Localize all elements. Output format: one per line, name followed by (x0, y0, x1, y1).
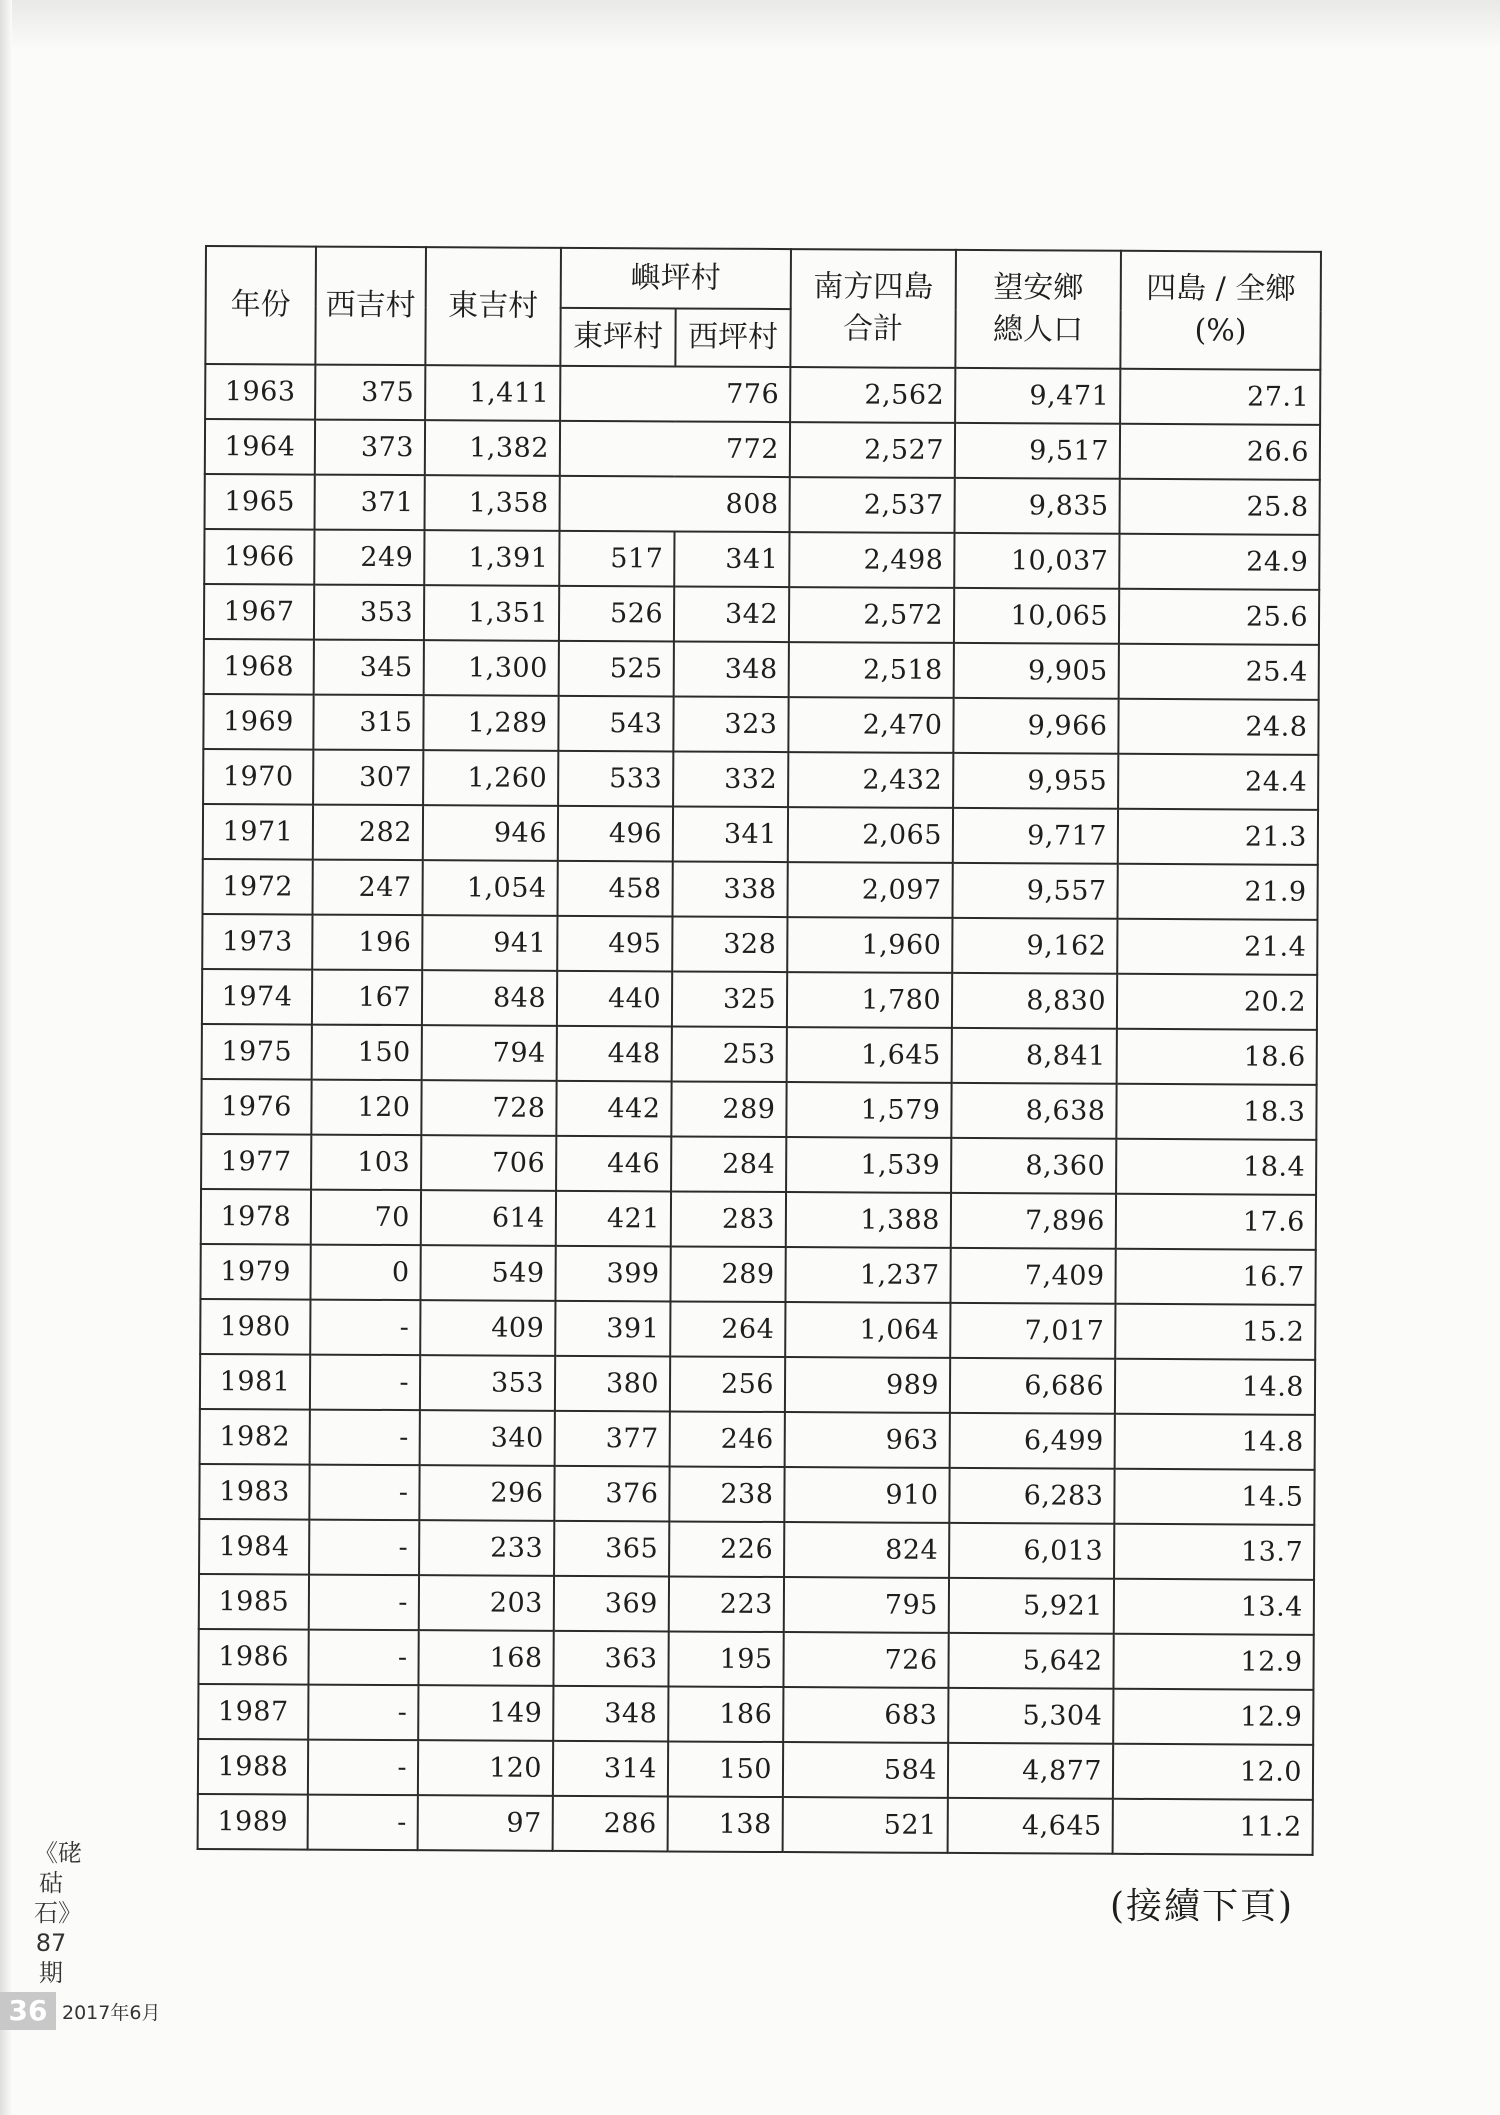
cell-dongping: 442 (556, 1081, 671, 1137)
cell-dongji: 1,054 (422, 860, 557, 916)
cell-total: 1,237 (785, 1247, 950, 1303)
cell-dongping: 363 (553, 1631, 668, 1687)
cell-year: 1977 (201, 1134, 311, 1190)
cell-dongji: 296 (419, 1465, 554, 1521)
cell-dongji: 728 (421, 1080, 556, 1136)
cell-year: 1988 (198, 1739, 308, 1795)
cell-total: 726 (783, 1632, 948, 1688)
cell-wangan: 9,717 (953, 808, 1118, 864)
table-row (198, 1629, 1313, 1690)
cell-year: 1982 (200, 1409, 310, 1465)
cell-year: 1980 (200, 1299, 310, 1355)
cell-xiping: 289 (671, 1081, 786, 1137)
cell-xiping: 283 (671, 1191, 786, 1247)
cell-dongping: 399 (555, 1246, 670, 1302)
cell-xiping: 150 (668, 1741, 783, 1797)
cell-xiji: - (310, 1355, 420, 1411)
cell-dongping: 369 (554, 1576, 669, 1632)
cell-dongji: 120 (418, 1740, 553, 1796)
cell-pct: 20.2 (1117, 974, 1317, 1030)
cell-xiji: 353 (314, 585, 424, 641)
cell-wangan: 10,037 (954, 533, 1119, 589)
cell-year: 1966 (204, 529, 314, 585)
cell-xiji: 307 (313, 750, 423, 806)
cell-xiji: 371 (315, 475, 425, 531)
table-row (205, 419, 1320, 480)
table-row (203, 749, 1318, 810)
cell-dongping: 543 (558, 696, 673, 752)
cell-pct: 24.4 (1118, 754, 1318, 810)
header-pct (1120, 251, 1321, 370)
table-header (205, 246, 1321, 370)
cell-xiping: 253 (672, 1026, 787, 1082)
page-top-shade (0, 0, 1500, 50)
cell-pct: 21.3 (1118, 809, 1318, 865)
header-xiji: 西吉村 (315, 247, 426, 366)
cell-dongping: 533 (558, 751, 673, 807)
cell-pct: 24.9 (1119, 534, 1319, 590)
cell-xiping: 264 (670, 1301, 785, 1357)
cell-year: 1974 (202, 969, 312, 1025)
cell-yuping: 776 (560, 366, 790, 422)
cell-xiji: 0 (310, 1245, 420, 1301)
cell-dongping: 391 (555, 1301, 670, 1357)
table-row (202, 1024, 1317, 1085)
cell-xiping: 226 (669, 1521, 784, 1577)
cell-pct: 24.8 (1118, 699, 1318, 755)
table-row (202, 914, 1317, 975)
cell-total: 2,572 (789, 587, 954, 643)
cell-dongping: 525 (559, 641, 674, 697)
cell-dongji: 614 (421, 1190, 556, 1246)
cell-year: 1972 (202, 859, 312, 915)
cell-total: 2,537 (790, 477, 955, 533)
table-row (200, 1244, 1315, 1305)
cell-wangan: 8,830 (952, 973, 1117, 1029)
cell-dongping: 421 (556, 1191, 671, 1247)
cell-year: 1964 (205, 419, 315, 475)
cell-pct: 11.2 (1113, 1799, 1313, 1855)
cell-wangan: 7,409 (950, 1248, 1115, 1304)
cell-year: 1976 (201, 1079, 311, 1135)
cell-total: 1,539 (786, 1137, 951, 1193)
cell-pct: 26.6 (1120, 424, 1320, 480)
cell-dongji: 946 (423, 805, 558, 861)
cell-wangan: 5,642 (948, 1633, 1113, 1689)
cell-total: 2,097 (787, 862, 952, 918)
cell-dongji: 409 (420, 1300, 555, 1356)
page-number: 36 (0, 1992, 56, 2030)
cell-xiping: 246 (670, 1411, 785, 1467)
cell-wangan: 4,877 (948, 1743, 1113, 1799)
cell-year: 1985 (199, 1574, 309, 1630)
cell-year: 1963 (205, 364, 315, 420)
cell-pct: 18.3 (1116, 1084, 1316, 1140)
cell-year: 1989 (198, 1794, 308, 1850)
cell-dongping: 448 (557, 1026, 672, 1082)
cell-xiji: 167 (312, 970, 422, 1026)
cell-wangan: 5,304 (948, 1688, 1113, 1744)
cell-dongping: 496 (558, 806, 673, 862)
cell-yuping: 808 (560, 476, 790, 532)
cell-total: 683 (783, 1687, 948, 1743)
cell-dongping: 376 (554, 1466, 669, 1522)
cell-xiji: 315 (313, 695, 423, 751)
cell-total: 1,064 (785, 1302, 950, 1358)
cell-year: 1975 (202, 1024, 312, 1080)
cell-year: 1987 (198, 1684, 308, 1740)
header-yuping: 嶼坪村 (561, 248, 791, 309)
header-dongji: 東吉村 (425, 247, 561, 366)
cell-pct: 25.6 (1119, 589, 1319, 645)
cell-year: 1978 (201, 1189, 311, 1245)
cell-xiping: 342 (674, 586, 789, 642)
cell-xiping: 223 (669, 1576, 784, 1632)
table-row (200, 1299, 1315, 1360)
cell-xiji: 150 (312, 1025, 422, 1081)
cell-dongji: 1,351 (424, 585, 559, 641)
cell-dongji: 848 (422, 970, 557, 1026)
cell-dongji: 353 (420, 1355, 555, 1411)
table-row (205, 474, 1320, 535)
cell-wangan: 9,471 (955, 368, 1120, 424)
cell-xiji: - (308, 1795, 418, 1851)
cell-dongji: 1,260 (423, 750, 558, 806)
cell-dongji: 1,411 (425, 365, 560, 421)
cell-dongping: 517 (559, 531, 674, 587)
cell-xiping: 256 (670, 1356, 785, 1412)
cell-dongji: 941 (422, 915, 557, 971)
cell-wangan: 7,896 (951, 1193, 1116, 1249)
header-wangan-line1: 望安鄉 (993, 270, 1084, 306)
cell-xiping: 348 (674, 641, 789, 697)
cell-pct: 21.9 (1117, 864, 1317, 920)
table-row (202, 969, 1317, 1030)
cell-xiji: - (308, 1685, 418, 1741)
cell-wangan: 6,013 (949, 1523, 1114, 1579)
cell-wangan: 9,835 (955, 478, 1120, 534)
cell-total: 1,388 (786, 1192, 951, 1248)
cell-dongji: 1,300 (424, 640, 559, 696)
table-row (202, 859, 1317, 920)
cell-xiping: 323 (673, 696, 788, 752)
cell-total: 2,527 (790, 422, 955, 478)
cell-year: 1983 (199, 1464, 309, 1520)
cell-total: 2,518 (789, 642, 954, 698)
cell-pct: 12.0 (1113, 1744, 1313, 1800)
cell-pct: 12.9 (1113, 1689, 1313, 1745)
cell-xiping: 341 (674, 531, 789, 587)
cell-xiji: - (310, 1410, 420, 1466)
cell-total: 989 (785, 1357, 950, 1413)
cell-wangan: 8,841 (952, 1028, 1117, 1084)
cell-dongping: 314 (553, 1741, 668, 1797)
cell-total: 1,780 (787, 972, 952, 1028)
table-row (198, 1684, 1313, 1745)
cell-wangan: 9,557 (952, 863, 1117, 919)
cell-dongji: 794 (422, 1025, 557, 1081)
header-year: 年份 (205, 246, 316, 365)
cell-dongping: 440 (557, 971, 672, 1027)
cell-total: 2,432 (788, 752, 953, 808)
cell-xiping: 289 (670, 1246, 785, 1302)
cell-pct: 25.4 (1119, 644, 1319, 700)
cell-total: 1,645 (787, 1027, 952, 1083)
cell-xiping: 325 (672, 971, 787, 1027)
cell-year: 1965 (205, 474, 315, 530)
cell-xiji: 103 (311, 1135, 421, 1191)
cell-dongji: 1,358 (425, 475, 560, 531)
cell-wangan: 9,905 (954, 643, 1119, 699)
header-pct-line1: 四島 / 全鄉 (1146, 270, 1296, 307)
cell-total: 963 (785, 1412, 950, 1468)
cell-pct: 27.1 (1120, 369, 1320, 425)
cell-total: 1,579 (786, 1082, 951, 1138)
table-row (201, 1189, 1316, 1250)
cell-total: 795 (784, 1577, 949, 1633)
cell-dongping: 380 (555, 1356, 670, 1412)
cell-xiji: - (310, 1300, 420, 1356)
header-south-total (790, 249, 956, 368)
table-row (200, 1409, 1315, 1470)
cell-wangan: 4,645 (948, 1798, 1113, 1854)
header-pct-line2: (%) (1194, 313, 1247, 349)
cell-dongping: 286 (553, 1796, 668, 1852)
cell-xiji: - (309, 1520, 419, 1576)
cell-wangan: 6,283 (949, 1468, 1114, 1524)
cell-xiji: 345 (314, 640, 424, 696)
cell-dongji: 203 (419, 1575, 554, 1631)
cell-dongji: 340 (420, 1410, 555, 1466)
cell-xiping: 332 (673, 751, 788, 807)
cell-xiping: 284 (671, 1136, 786, 1192)
table-row (204, 584, 1319, 645)
cell-dongji: 97 (418, 1795, 553, 1851)
cell-pct: 16.7 (1115, 1249, 1315, 1305)
journal-title: 《硓𥑮石》87期 (34, 1839, 82, 1987)
cell-total: 2,065 (788, 807, 953, 863)
header-wangan (955, 250, 1121, 369)
header-south-total-line2: 合計 (842, 311, 904, 347)
cell-xiping: 195 (668, 1631, 783, 1687)
cell-dongji: 1,382 (425, 420, 560, 476)
table-row (204, 529, 1319, 590)
issue-date: 2017年6月 (62, 2002, 161, 2024)
cell-year: 1984 (199, 1519, 309, 1575)
cell-xiping: 186 (668, 1686, 783, 1742)
cell-wangan: 5,921 (949, 1578, 1114, 1634)
cell-dongping: 377 (555, 1411, 670, 1467)
cell-pct: 17.6 (1116, 1194, 1316, 1250)
cell-xiji: 282 (313, 805, 423, 861)
cell-dongping: 446 (556, 1136, 671, 1192)
cell-yuping: 772 (560, 421, 790, 477)
cell-xiji: - (308, 1630, 418, 1686)
cell-year: 1969 (203, 694, 313, 750)
cell-dongping: 365 (554, 1521, 669, 1577)
header-xiping: 西坪村 (675, 308, 790, 367)
table-body (198, 364, 1321, 1855)
cell-dongping: 495 (557, 916, 672, 972)
cell-wangan: 7,017 (950, 1303, 1115, 1359)
cell-total: 910 (784, 1467, 949, 1523)
cell-wangan: 8,638 (951, 1083, 1116, 1139)
cell-year: 1986 (198, 1629, 308, 1685)
cell-pct: 14.5 (1114, 1469, 1314, 1525)
cell-dongji: 1,289 (423, 695, 558, 751)
table-row (203, 694, 1318, 755)
cell-dongping: 348 (553, 1686, 668, 1742)
table-row (200, 1354, 1315, 1415)
cell-xiping: 328 (672, 916, 787, 972)
cell-year: 1967 (204, 584, 314, 640)
cell-pct: 15.2 (1115, 1304, 1315, 1360)
cell-total: 1,960 (787, 917, 952, 973)
cell-dongping: 526 (559, 586, 674, 642)
cell-pct: 13.7 (1114, 1524, 1314, 1580)
header-wangan-line2: 總人口 (992, 312, 1084, 348)
cell-xiji: - (308, 1740, 418, 1796)
cell-wangan: 9,966 (953, 698, 1118, 754)
cell-dongji: 1,391 (424, 530, 559, 586)
cell-wangan: 9,955 (953, 753, 1118, 809)
cell-total: 521 (783, 1797, 948, 1853)
cell-year: 1981 (200, 1354, 310, 1410)
cell-year: 1968 (204, 639, 314, 695)
cell-xiping: 341 (673, 806, 788, 862)
cell-xiping: 338 (672, 861, 787, 917)
cell-pct: 21.4 (1117, 919, 1317, 975)
cell-pct: 12.9 (1113, 1634, 1313, 1690)
table-row (198, 1794, 1313, 1855)
cell-total: 824 (784, 1522, 949, 1578)
cell-xiji: 373 (315, 420, 425, 476)
table-row (199, 1464, 1314, 1525)
cell-wangan: 9,517 (955, 423, 1120, 479)
population-table (197, 245, 1322, 1856)
cell-xiji: 375 (315, 365, 425, 421)
table-row (199, 1574, 1314, 1635)
cell-dongji: 149 (418, 1685, 553, 1741)
header-dongping: 東坪村 (560, 308, 675, 367)
table-row (204, 639, 1319, 700)
cell-xiji: 196 (312, 915, 422, 971)
cell-total: 2,562 (790, 367, 955, 423)
table-row (201, 1134, 1316, 1195)
cell-pct: 14.8 (1115, 1414, 1315, 1470)
cell-dongping: 458 (557, 861, 672, 917)
table-row (205, 364, 1320, 425)
cell-year: 1970 (203, 749, 313, 805)
cell-xiping: 238 (669, 1466, 784, 1522)
table-row (198, 1739, 1313, 1800)
cell-year: 1973 (202, 914, 312, 970)
cell-xiji: 70 (311, 1190, 421, 1246)
cell-pct: 13.4 (1114, 1579, 1314, 1635)
cell-pct: 18.4 (1116, 1139, 1316, 1195)
page-binding-edge (0, 0, 12, 2115)
cell-dongji: 168 (418, 1630, 553, 1686)
cell-pct: 14.8 (1115, 1359, 1315, 1415)
cell-pct: 18.6 (1117, 1029, 1317, 1085)
table-row (203, 804, 1318, 865)
cell-xiji: - (309, 1575, 419, 1631)
table-row (201, 1079, 1316, 1140)
cell-dongji: 549 (420, 1245, 555, 1301)
header-south-total-line1: 南方四島 (813, 269, 934, 305)
cell-wangan: 8,360 (951, 1138, 1116, 1194)
cell-year: 1971 (203, 804, 313, 860)
cell-total: 2,470 (788, 697, 953, 753)
cell-wangan: 10,065 (954, 588, 1119, 644)
cell-xiji: 120 (311, 1080, 421, 1136)
cell-total: 584 (783, 1742, 948, 1798)
cell-dongji: 233 (419, 1520, 554, 1576)
cell-xiji: 247 (312, 860, 422, 916)
cell-wangan: 6,499 (950, 1413, 1115, 1469)
cell-xiping: 138 (668, 1796, 783, 1852)
cell-wangan: 6,686 (950, 1358, 1115, 1414)
cell-pct: 25.8 (1120, 479, 1320, 535)
cell-year: 1979 (200, 1244, 310, 1300)
continued-note: (接續下頁) (1110, 1886, 1295, 1927)
table-row (199, 1519, 1314, 1580)
cell-xiji: 249 (314, 530, 424, 586)
cell-total: 2,498 (789, 532, 954, 588)
cell-wangan: 9,162 (952, 918, 1117, 974)
cell-dongji: 706 (421, 1135, 556, 1191)
cell-xiji: - (309, 1465, 419, 1521)
